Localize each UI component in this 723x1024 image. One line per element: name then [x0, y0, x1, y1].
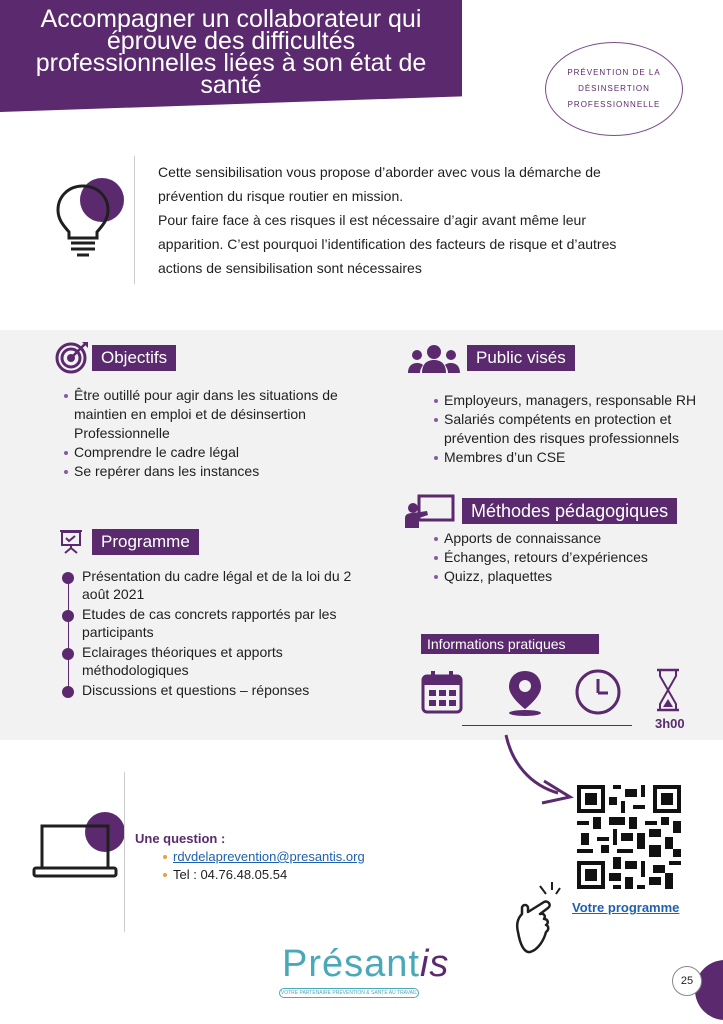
list-item: Quizz, plaquettes — [434, 567, 714, 586]
list-item: Se repérer dans les instances — [64, 462, 374, 481]
qr-code[interactable] — [577, 785, 681, 889]
intro-line: actions de sensibilisation sont nécessaires — [158, 260, 422, 276]
contact-title: Une question : — [135, 831, 226, 846]
methodes-list — [434, 529, 714, 586]
lightbulb-icon — [52, 178, 126, 260]
infos-label: Informations pratiques — [421, 634, 599, 654]
intro-line: Cette sensibilisation vous propose d’aborder avec vous la démarche de — [158, 164, 601, 180]
list-item: Être outillé pour agir dans les situations de maintien en emploi et de désinsertion Professionnelle — [64, 386, 374, 443]
stamp-line: DÉSINSERTION — [578, 84, 650, 93]
list-item: Discussions et questions – réponses — [62, 681, 382, 699]
list-item: Eclairages théoriques et apports méthodologiques — [62, 643, 382, 679]
logo-accent: is — [419, 943, 450, 985]
title-line: Accompagner un collaborateur qui — [40, 5, 422, 33]
intro-line: Pour faire face à ces risques il est nécessaire d’agir avant même leur — [158, 212, 586, 228]
duration-value: 3h00 — [655, 716, 685, 731]
public-label: Public visés — [467, 345, 575, 371]
programme-list — [62, 567, 382, 701]
objectifs-label: Objectifs — [92, 345, 176, 371]
title-line: professionnelles liées à son état de — [35, 49, 427, 77]
programme-label: Programme — [92, 529, 199, 555]
easel-icon — [58, 528, 84, 554]
presantis-logo — [282, 944, 449, 984]
presenter-icon — [405, 494, 455, 530]
methodes-label: Méthodes pédagogiques — [462, 498, 677, 524]
objectifs-list — [64, 386, 374, 481]
logo-tagline: VOTRE PARTENAIRE PRÉVENTION & SANTÉ AU TRAVAIL — [280, 990, 418, 996]
page-number: 25 — [672, 966, 702, 996]
hourglass-icon — [656, 668, 680, 712]
programme-link[interactable]: Votre programme — [572, 900, 680, 915]
infos-underline — [462, 725, 632, 726]
clock-icon — [574, 668, 622, 716]
intro-divider — [134, 156, 135, 284]
list-item: Etudes de cas concrets rapportés par les participants — [62, 605, 382, 641]
page-title — [0, 5, 462, 99]
location-pin-icon — [505, 669, 545, 717]
list-item: Employeurs, managers, responsable RH — [434, 391, 723, 410]
pointing-hand-icon — [510, 880, 572, 956]
list-item: Salariés compétents en protection et prévention des risques professionnels — [434, 410, 723, 448]
list-item: Échanges, retours d’expériences — [434, 548, 714, 567]
stamp-line: PROFESSIONNELLE — [567, 100, 661, 109]
list-item: Apports de connaissance — [434, 529, 714, 548]
theme-stamp — [545, 42, 683, 136]
intro-line: apparition. C’est pourquoi l’identification des facteurs de risque et d’autres — [158, 236, 617, 252]
curved-arrow-icon — [500, 733, 575, 805]
page-corner-badge — [695, 960, 723, 1020]
logo-main: Présant — [282, 943, 420, 985]
calendar-icon — [421, 670, 463, 714]
public-list — [434, 391, 723, 467]
laptop-icon — [30, 812, 130, 880]
list-item: Membres d’un CSE — [434, 448, 723, 467]
intro-line: prévention du risque routier en mission. — [158, 188, 404, 204]
group-icon — [408, 343, 460, 375]
title-line: éprouve des difficultés — [106, 27, 356, 55]
contact-phone: Tel : 04.76.48.05.54 — [163, 866, 365, 884]
email-link[interactable]: rdvdelaprevention@presantis.org — [173, 849, 365, 864]
contact-divider — [124, 772, 125, 932]
list-item: Comprendre le cadre légal — [64, 443, 374, 462]
title-line: santé — [200, 71, 262, 99]
stamp-line: PRÉVENTION DE LA — [567, 68, 661, 77]
list-item: Présentation du cadre légal et de la loi du 2 août 2021 — [62, 567, 382, 603]
target-icon — [55, 340, 89, 374]
intro-text — [158, 160, 678, 280]
contact-email-item — [163, 848, 365, 866]
contact-list — [163, 848, 365, 884]
